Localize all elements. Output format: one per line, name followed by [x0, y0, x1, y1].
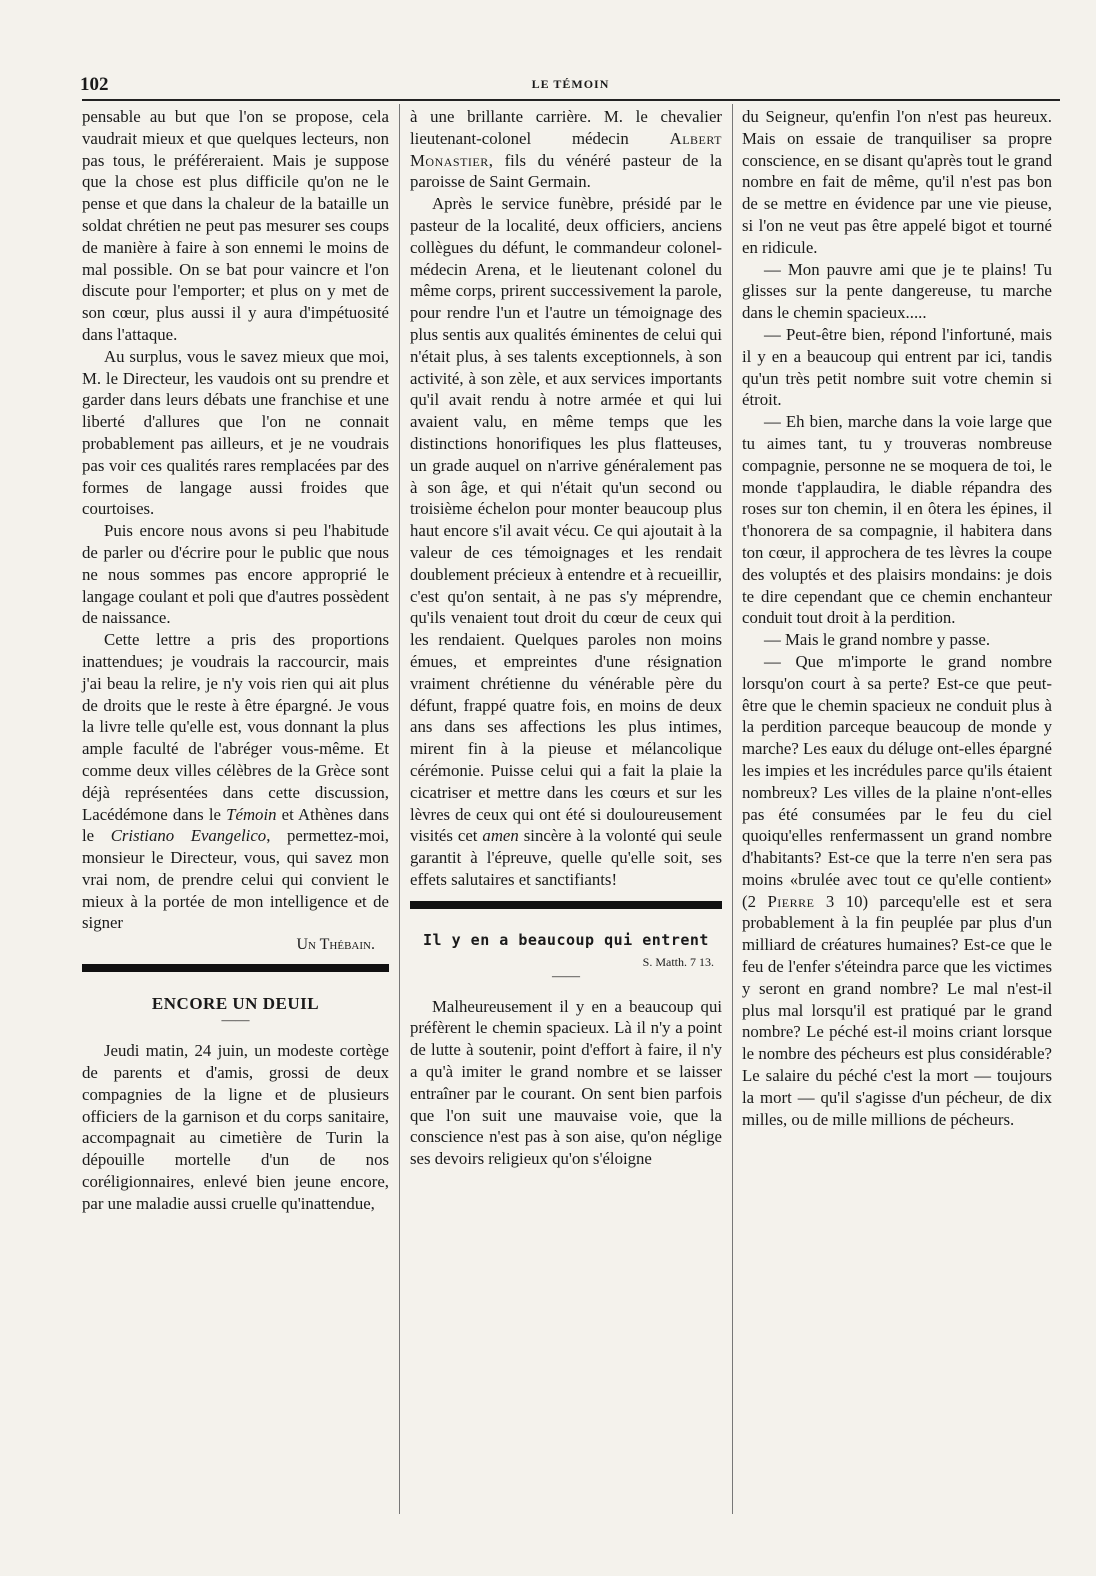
title-dash: ——	[221, 1013, 250, 1029]
header-rule	[82, 99, 1060, 101]
paragraph: Malheureusement il y en a beaucoup qui préfèrent le chemin spacieux. Là il n'y a point de lutte à soutenir, point d'effort à faire, il n'y a qu'à imiter le grand nombre et se laisser entraîner par le courant. On sent bien parfois que l'on suit une mauvaise voie, que la conscience n'est pas à son aise, qu'on néglige ses devoirs religieux qu'on s'éloigne	[410, 996, 722, 1169]
section-title: ENCORE UN DEUIL	[151, 994, 320, 1014]
dialogue-line: — Mon pauvre ami que je te plains! Tu glisses sur la pente dangereuse, tu marche dans le chemin spacieux.....	[742, 259, 1052, 323]
paragraph	[410, 106, 722, 193]
paragraph: Au surplus, vous le savez mieux que moi, M. le Directeur, les vaudois ont su prendre et garder dans leurs débats une franchise et une liberté d'allures que l'on ne connait probablement pas ailleurs, et je ne voudrais pas voir ces qualités rares remplacées par des formes de langage aussi froides que courtoises.	[82, 346, 389, 519]
text-run: Après le service funèbre, présidé par le pasteur de la localité, deux officiers, anciens collègues du défunt, le commandeur colonel-médecin Arena, et le lieutenant colonel du même corps, prirent successivement la parole, pour rendre l'un et l'autre un témoignage des plus sentis aux qualités éminentes de celui qui n'était plus, à ses talents exceptionnels, à son activité, à son zèle, et aux services importants qu'il avait rendu à notre armée et qui lui avaient valu, en même temps que les distinctions honorifiques les plus flatteuses, un grade auquel on n'arrive généralement pas à son âge, et qui n'était qu'un second ou troisième échelon pour monter beaucoup plus haut encore s'il avait vécu. Ce qui ajoutait à la valeur de ces témoignages et les rendait doublement précieux à entendre et à recueillir, c'est qu'on sentait, à ne pas s'y méprendre, qu'ils venaient tout droit du cœur de ceux qui les rendaient. Quelques paroles non moins émues, et empreintes d'une résignation vraiment chrétienne du vénérable père du défunt, frappé quatre fois, en moins de deux ans dans ses affections les plus intimes, mirent fin à la pieuse et mélancolique cérémonie. Puisse celui qui a fait la plaie la cicatriser et mettre dans les cœurs et sur les lèvres de ceux qui ont été si douloureusement visités cet	[410, 194, 722, 846]
column-1	[82, 106, 389, 1215]
signature: Un Thébain.	[296, 936, 375, 954]
dialogue-line: — Peut-être bien, répond l'infortuné, mais il y en a beaucoup qui entrent par ici, tandis qu'un très petit nombre suit votre chemin si étroit.	[742, 324, 1052, 410]
section-title: Il y en a beaucoup qui entrent	[423, 930, 709, 949]
paragraph	[82, 629, 389, 934]
text-run: à une brillante carrière. M. le chevalier lieutenant-colonel médecin	[410, 107, 722, 148]
title-dash: ——	[552, 968, 580, 984]
section-rule	[410, 901, 722, 909]
text-run: 3 10) parcequ'elle est et sera probablement à la fin peuplée par plus d'un milliard de créatures humaines? Est-ce que le feu de l'enfer s'éteindra parce que les victimes y seront en grand nombre? Le mal n'est-il plus mal lorsqu'il est pratiqué par le grand nombre? Le péché est-il moins criant lorsque le nombre des pécheurs est plus considérable? Le salaire du péché c'est la mort — toujours la mort — qu'il s'agisse d'un pécheur, de dix milles, ou de mille millions de pécheurs.	[742, 891, 1052, 1129]
paragraph: pensable au but que l'on se propose, cela vaudrait mieux et que quelques lecteurs, non pas tous, le préféreraient. Mais je suppose que la chose est plus difficile qu'on ne le pense et que dans la chaleur de la bataille un soldat chrétien ne peut pas mesurer ses coups de manière à faire à son ennemi le moins de mal possible. On se bat pour vaincre et l'on discute pour l'emporter; et plus on y met de son cœur, plus aussi il y aura d'impétuosité dans l'attaque.	[82, 107, 389, 344]
column-divider	[732, 104, 733, 1514]
section-rule	[82, 964, 389, 972]
column-2	[410, 106, 722, 1170]
text-run: et Athènes dans le	[82, 804, 389, 846]
column-divider	[399, 104, 400, 1514]
paragraph: du Seigneur, qu'enfin l'on n'est pas heureux. Mais on essaie de tranquiliser sa propre conscience, en se disant qu'après tout le grand nombre en fait de même, qu'il n'est pas bon de se mettre en évidence par une vie pieuse, si l'on ne veut pas être appelé bigot et tourné en ridicule.	[742, 107, 1052, 257]
person-name: Albert Monastier	[410, 128, 722, 170]
text-run: sincère à la volonté qui seule garantit à l'épreuve, quelle qu'elle soit, ses effets salutaires et sanctifiants!	[410, 826, 722, 889]
column-3	[742, 106, 1052, 1130]
italic-word: amen	[482, 826, 519, 846]
bible-reference: S. Matth. 7 13.	[642, 954, 714, 969]
dialogue-line: — Eh bien, marche dans la voie large que tu aimes tant, tu y trouveras nombreuse compagnie, personne ne se moquera de toi, le monde t'applaudira, le diable répandra des roses sur ton chemin, il en ôtera les épines, il t'honorera de sa compagnie, il habitera dans ton cœur, il approchera de tes lèvres la coupe des voluptés et des plaisirs mondains: je dois te dire cependant que ce chemin enchanteur conduit tout droit à la perdition.	[742, 412, 1052, 628]
paragraph: Jeudi matin, 24 juin, un modeste cortège de parents et d'amis, grossi de deux compagnies de la ligne et de plusieurs officiers de la garnison et du corps sanitaire, accompagnait au cimetière de Turin la dépouille mortelle d'un de nos coréligionnaires, enlevé bien jeune encore, par une maladie aussi cruelle qu'inattendue,	[82, 1041, 389, 1213]
text-run: , permettez-moi, monsieur le Directeur, vous, qui savez mon vrai nom, de prendre celui qui convient le mieux à la portée de mon intelligence et de signer	[82, 826, 390, 933]
italic-title: Témoin	[226, 804, 277, 824]
text-run: Cette lettre a pris des proportions inattendues; je voudrais la raccourcir, mais j'ai beau la relire, je n'y vois rien qui ait plus de droits que le reste à être épargné. Je vous la livre telle qu'elle est, vous donnant la plus ample faculté de l'abréger vous-même. Et comme deux villes célèbres de la Grèce sont déjà représentées dans cette discussion, Lacédémone dans le	[82, 630, 389, 824]
paragraph: Puis encore nous avons si peu l'habitude de parler ou d'écrire pour le public que nous ne nous sommes pas encore approprié le langage coulant et poli que d'autres possèdent de naissance.	[82, 521, 389, 628]
paragraph	[410, 193, 722, 891]
running-title: LE TÉMOIN	[531, 77, 610, 91]
dialogue-line	[742, 651, 1052, 1131]
text-run: , fils du vénéré pasteur de la paroisse de Saint Germain.	[410, 150, 722, 192]
page-number: 102	[80, 74, 109, 95]
text-run: — Que m'importe le grand nombre lorsqu'on court à sa perte? Est-ce que peut-être que le chemin spacieux ne conduit plus à la perdition parceque beaucoup de monde y marche? Les eaux du déluge ont-elles épargné les impies et les incrédules parce qu'ils étaient nombreux? Les villes de la plaine n'ont-elles pas été consumées par le feu du ciel quoiqu'elles renfermassent un grand nombre d'habitants? Est-ce que la terre n'en sera pas moins «brulée avec tout ce qu'elle contient» (2	[742, 651, 1053, 911]
dialogue-line: — Mais le grand nombre y passe.	[764, 630, 991, 650]
book-name: Pierre	[767, 891, 815, 911]
italic-title: Cristiano Evangelico	[110, 826, 267, 846]
page-header	[78, 74, 1063, 94]
